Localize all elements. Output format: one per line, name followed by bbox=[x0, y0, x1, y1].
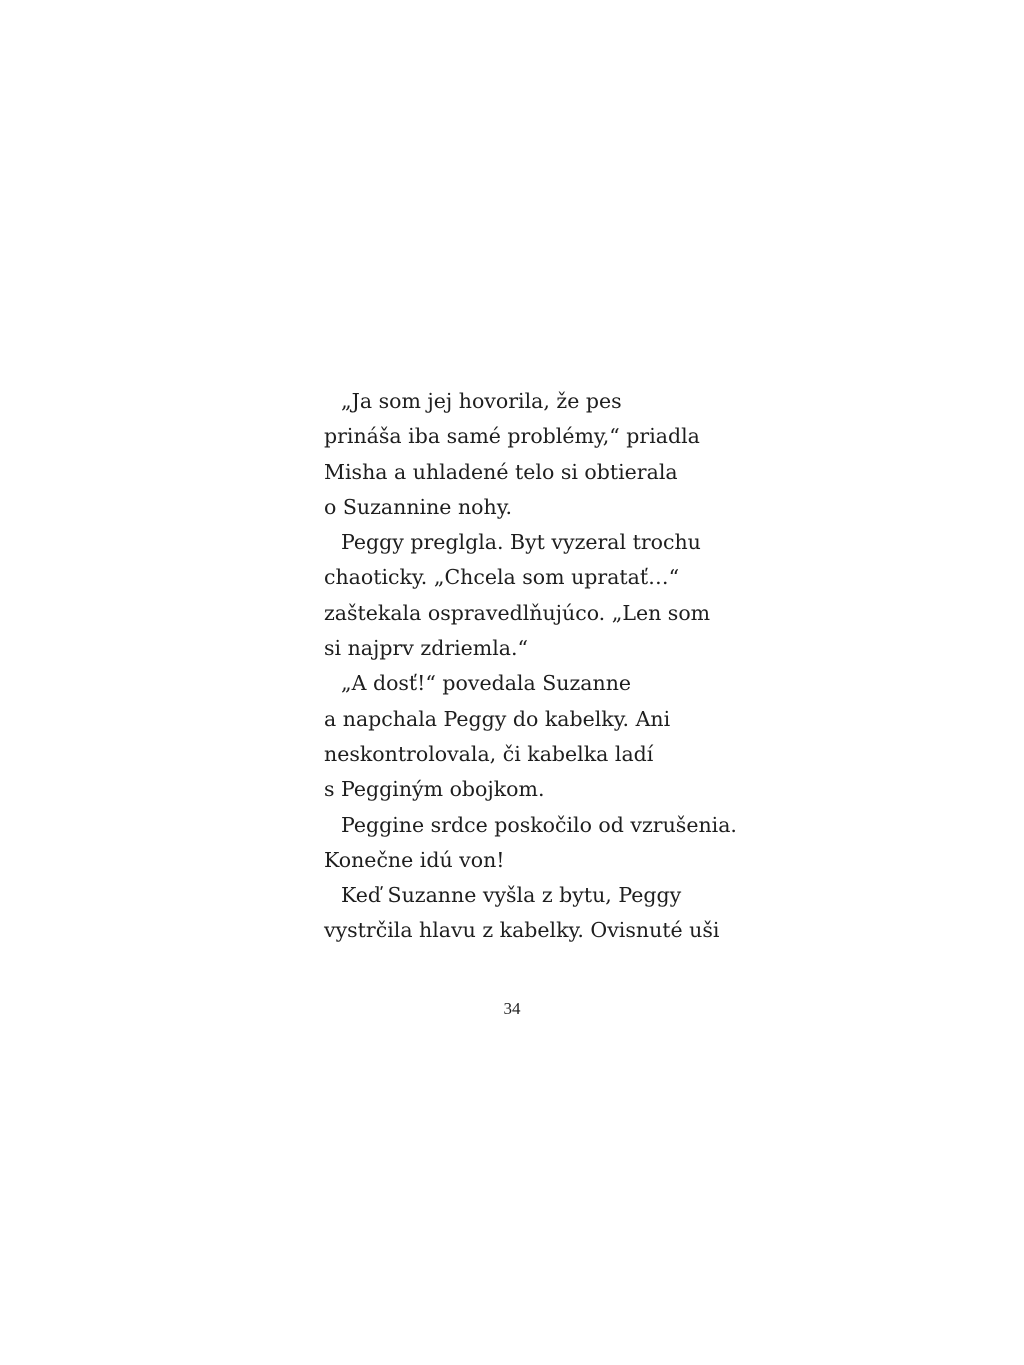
text-line: „Ja som jej hovorila, že pes bbox=[341, 389, 622, 413]
text-line: Peggine srdce poskočilo od vzrušenia. bbox=[341, 812, 737, 837]
text-line: a napchala Peggy do kabelky. Ani bbox=[324, 706, 671, 731]
text-line: Misha a uhladené telo si obtierala bbox=[324, 459, 678, 484]
text-line: s Pegginým obojkom. bbox=[324, 777, 545, 802]
text-line: zaštekala ospravedlňujúco. „Len som bbox=[324, 600, 711, 625]
text-line: o Suzannine nohy. bbox=[324, 494, 513, 519]
text-line: Peggy preglgla. Byt vyzeral trochu bbox=[341, 530, 701, 555]
text-line: Konečne idú von! bbox=[324, 847, 505, 872]
page-number: 34 bbox=[503, 999, 521, 1018]
text-line: si najprv zdriemla.“ bbox=[324, 636, 529, 661]
text-line: prináša iba samé problémy,“ priadla bbox=[324, 424, 700, 449]
text-line: vystrčila hlavu z kabelky. Ovisnuté uši bbox=[324, 918, 720, 943]
text-line: neskontrolovala, či kabelka ladí bbox=[324, 741, 654, 766]
body-text bbox=[324, 384, 737, 949]
text-line: Keď Suzanne vyšla z bytu, Peggy bbox=[341, 883, 682, 908]
text-line: „A dosť!“ povedala Suzanne bbox=[341, 671, 632, 696]
text-line: chaoticky. „Chcela som upratať…“ bbox=[324, 565, 680, 590]
